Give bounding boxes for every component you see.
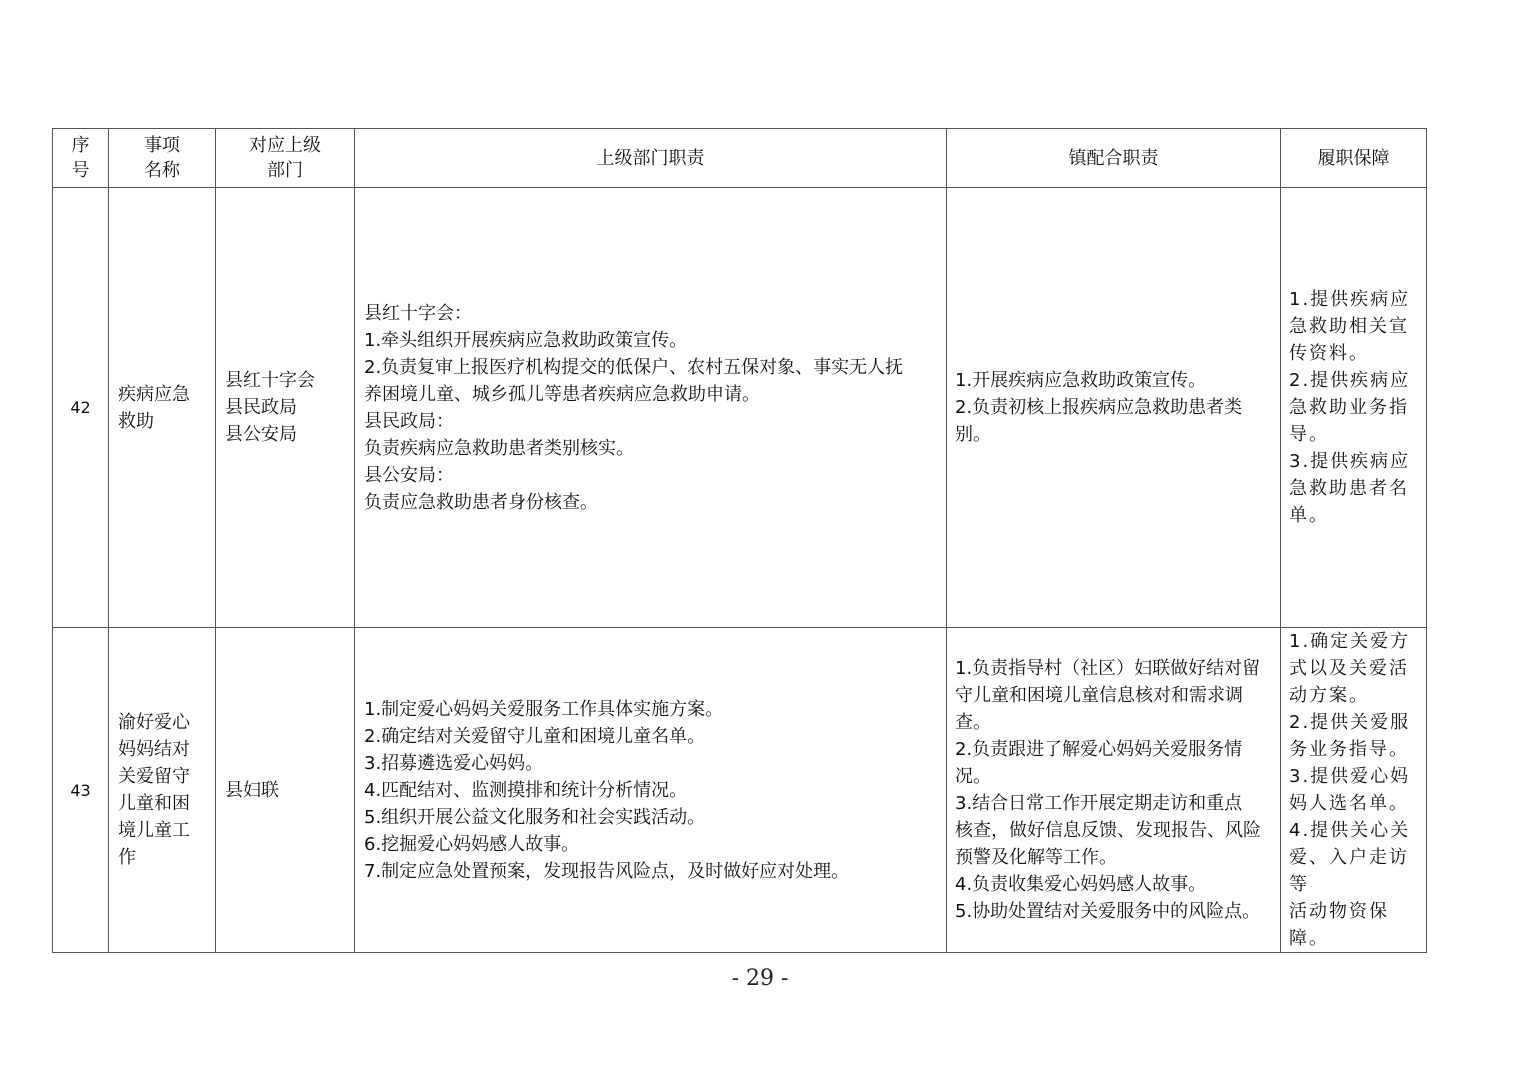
header-upper-dept: 对应上级 部门	[216, 129, 355, 188]
guarantee-cell: 1.确定关爱方 式以及关爱活 动方案。 2.提供关爱服 务业务指导。 3.提供爱心妈 妈人选名单。 4.提供关心关 爱、入户走访等 活动物资保障。	[1281, 628, 1427, 953]
table-header-row	[53, 129, 1427, 188]
seq-cell: 42	[53, 188, 109, 628]
town-duties-cell: 1.负责指导村（社区）妇联做好结对留 守儿童和困境儿童信息核对和需求调 查。 2.负责跟进了解爱心妈妈关爱服务情 况。 3.结合日常工作开展定期走访和重点 核查，做好信息反馈、发现报告、风险 预警及化解等工作。 4.负责收集爱心妈妈感人故事。 5.协助处置结对关爱服务中的风险点。	[947, 628, 1281, 953]
upper-duties-cell: 1.制定爱心妈妈关爱服务工作具体实施方案。 2.确定结对关爱留守儿童和困境儿童名单。 3.招募遴选爱心妈妈。 4.匹配结对、监测摸排和统计分析情况。 5.组织开展公益文化服务和社会实践活动。 6.挖掘爱心妈妈感人故事。 7.制定应急处置预案，发现报告风险点，及时做好应对处理。	[355, 628, 947, 953]
seq-cell: 43	[53, 628, 109, 953]
header-town-duties: 镇配合职责	[947, 129, 1281, 188]
page-number: - 29 -	[731, 966, 789, 991]
header-item-name: 事项 名称	[109, 129, 216, 188]
guarantee-cell: 1.提供疾病应 急救助相关宣 传资料。 2.提供疾病应 急救助业务指 导。 3.提供疾病应 急救助患者名 单。	[1281, 188, 1427, 628]
header-seq: 序 号	[53, 129, 109, 188]
item-name-cell: 疾病应急 救助	[109, 188, 216, 628]
header-guarantee: 履职保障	[1281, 129, 1427, 188]
item-name-cell: 渝好爱心 妈妈结对 关爱留守 儿童和困 境儿童工 作	[109, 628, 216, 953]
upper-duties-cell: 县红十字会： 1.牵头组织开展疾病应急救助政策宣传。 2.负责复审上报医疗机构提交的低保户、农村五保对象、事实无人抚 养困境儿童、城乡孤儿等患者疾病应急救助申请。 县民政局： 负责疾病应急救助患者类别核实。 县公安局： 负责应急救助患者身份核查。	[355, 188, 947, 628]
table-row	[53, 188, 1427, 628]
upper-dept-cell: 县妇联	[216, 628, 355, 953]
table-row	[53, 628, 1427, 953]
duty-table	[52, 128, 1427, 953]
town-duties-cell: 1.开展疾病应急救助政策宣传。 2.负责初核上报疾病应急救助患者类 别。	[947, 188, 1281, 628]
header-upper-duties: 上级部门职责	[355, 129, 947, 188]
upper-dept-cell: 县红十字会 县民政局 县公安局	[216, 188, 355, 628]
